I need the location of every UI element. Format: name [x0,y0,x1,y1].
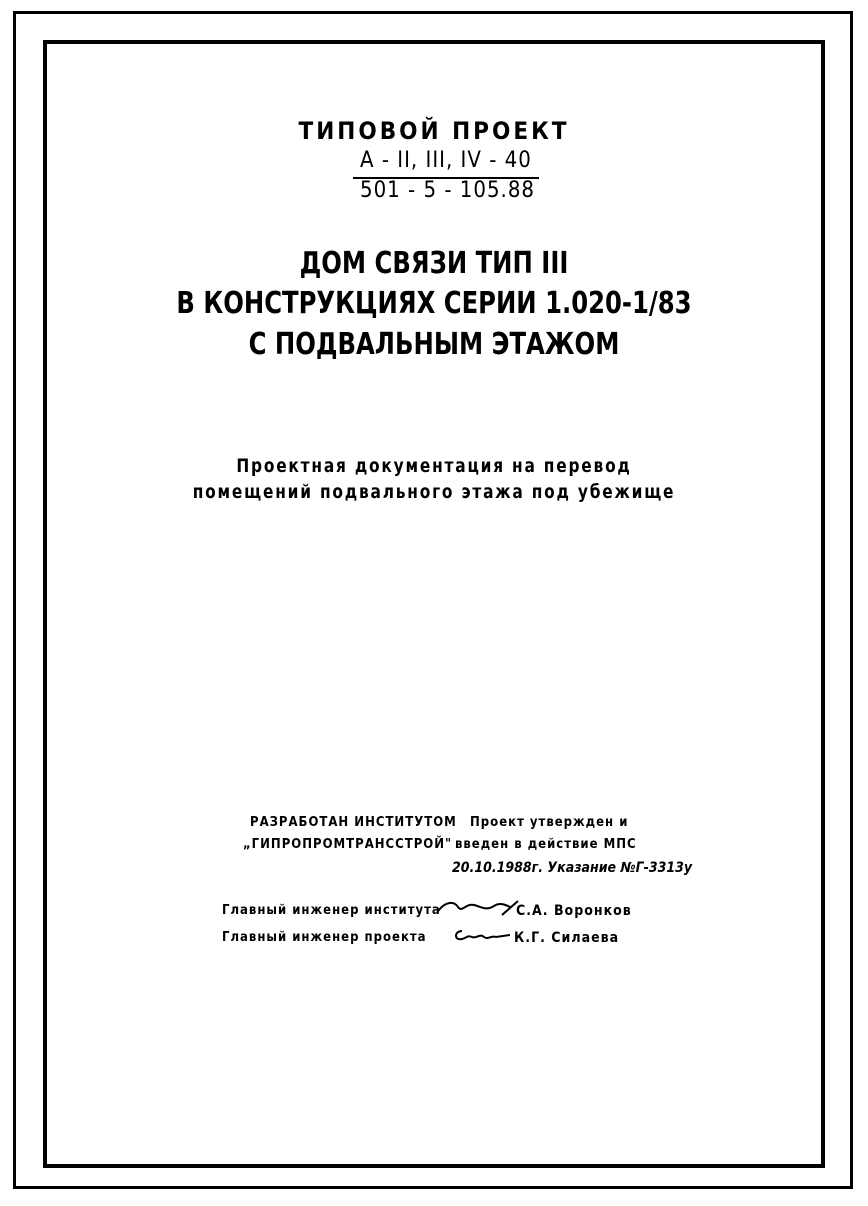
developer-line1: РАЗРАБОТАН ИНСТИТУТОМ [250,815,457,830]
approval-line3: 20.10.1988г. Указание №Г-3313у [452,860,693,876]
developer-institute: „ГИПРОПРОМТРАНССТРОЙ" [243,837,453,852]
chief-engineer-project-name: К.Г. Силаева [514,930,620,946]
project-code-line1: А - II, III, IV - 40 [360,148,532,173]
description-line1: Проектная документация на перевод [236,455,632,477]
heading-line3: С ПОДВАЛЬНЫМ ЭТАЖОМ [248,327,620,362]
project-code-line2: 501 - 5 - 105.88 [360,178,536,203]
signature-voronkov [436,897,520,919]
chief-engineer-institute-name: С.А. Воронков [516,903,632,919]
heading-line2: В КОНСТРУКЦИЯХ СЕРИИ 1.020-1/83 [176,286,692,321]
page-frame [43,40,825,1168]
heading-line1: ДОМ СВЯЗИ ТИП III [299,246,569,281]
project-type-title: ТИПОВОЙ ПРОЕКТ [298,117,570,145]
approval-line2: введен в действие МПС [455,837,637,852]
chief-engineer-project-label: Главный инженер проекта [222,930,427,945]
description-line2: помещений подвального этажа под убежище [192,481,676,503]
chief-engineer-institute-label: Главный инженер института [222,903,441,918]
approval-line1: Проект утвержден и [470,815,629,830]
signature-silaeva [452,925,512,945]
